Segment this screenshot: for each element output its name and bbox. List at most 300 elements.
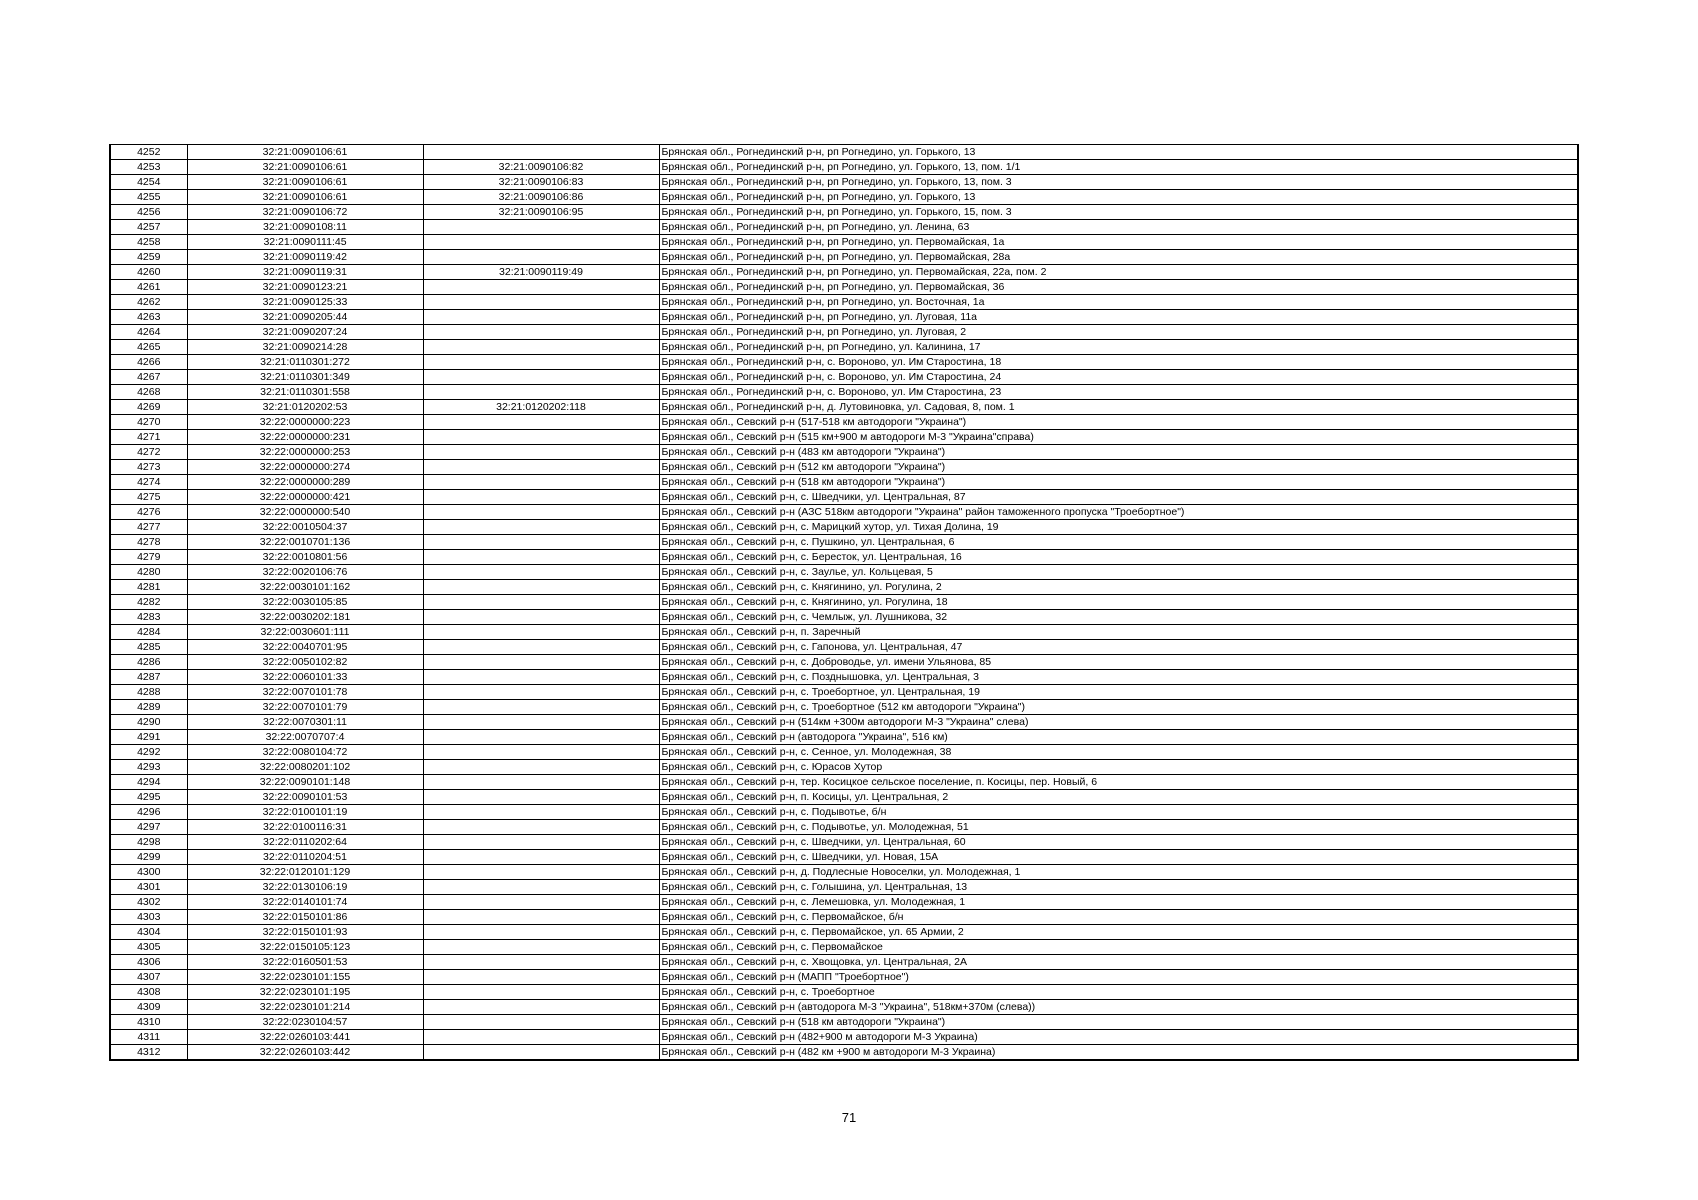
cadastral-number-cell: 32:21:0090123:21: [187, 280, 423, 295]
address-cell: Брянская обл., Севский р-н, с. Шведчики, ул. Центральная, 60: [659, 835, 1578, 850]
row-number-cell: 4279: [110, 550, 187, 565]
row-number-cell: 4264: [110, 325, 187, 340]
row-number-cell: 4252: [110, 145, 187, 160]
address-cell: Брянская обл., Рогнединский р-н, рп Рогнедино, ул. Восточная, 1а: [659, 295, 1578, 310]
address-cell: Брянская обл., Севский р-н, с. Сенное, ул. Молодежная, 38: [659, 745, 1578, 760]
cadastral-number-cell: 32:22:0090101:148: [187, 775, 423, 790]
row-number-cell: 4258: [110, 235, 187, 250]
sub-object-number-cell: [423, 490, 659, 505]
sub-object-number-cell: [423, 655, 659, 670]
sub-object-number-cell: [423, 910, 659, 925]
table-row: [110, 880, 1578, 895]
row-number-cell: 4301: [110, 880, 187, 895]
row-number-cell: 4310: [110, 1015, 187, 1030]
cadastral-number-cell: 32:22:0050102:82: [187, 655, 423, 670]
address-cell: Брянская обл., Севский р-н, с. Подывотье, ул. Молодежная, 51: [659, 820, 1578, 835]
table-row: [110, 820, 1578, 835]
row-number-cell: 4271: [110, 430, 187, 445]
address-cell: Брянская обл., Рогнединский р-н, рп Рогнедино, ул. Первомайская, 36: [659, 280, 1578, 295]
address-cell: Брянская обл., Севский р-н, с. Марицкий хутор, ул. Тихая Долина, 19: [659, 520, 1578, 535]
row-number-cell: 4291: [110, 730, 187, 745]
sub-object-number-cell: [423, 355, 659, 370]
table-row: [110, 325, 1578, 340]
address-cell: Брянская обл., Севский р-н, с. Доброводье, ул. имени Ульянова, 85: [659, 655, 1578, 670]
address-cell: Брянская обл., Севский р-н, с. Заулье, ул. Кольцевая, 5: [659, 565, 1578, 580]
address-cell: Брянская обл., Севский р-н (АЗС 518км автодороги "Украина" район таможенного пропуска "Троебортное"): [659, 505, 1578, 520]
row-number-cell: 4305: [110, 940, 187, 955]
address-cell: Брянская обл., Севский р-н, тер. Косицкое сельское поселение, п. Косицы, пер. Новый, 6: [659, 775, 1578, 790]
address-cell: Брянская обл., Севский р-н, с. Троебортное: [659, 985, 1578, 1000]
cadastral-number-cell: 32:22:0000000:253: [187, 445, 423, 460]
table-row: [110, 835, 1578, 850]
row-number-cell: 4286: [110, 655, 187, 670]
sub-object-number-cell: [423, 850, 659, 865]
cadastral-number-cell: 32:21:0090207:24: [187, 325, 423, 340]
sub-object-number-cell: [423, 325, 659, 340]
sub-object-number-cell: [423, 430, 659, 445]
row-number-cell: 4255: [110, 190, 187, 205]
sub-object-number-cell: [423, 475, 659, 490]
sub-object-number-cell: [423, 730, 659, 745]
address-cell: Брянская обл., Севский р-н, с. Голышина, ул. Центральная, 13: [659, 880, 1578, 895]
cadastral-number-cell: 32:22:0000000:274: [187, 460, 423, 475]
row-number-cell: 4306: [110, 955, 187, 970]
cadastral-number-cell: 32:22:0260103:441: [187, 1030, 423, 1045]
cadastral-number-cell: 32:22:0030105:85: [187, 595, 423, 610]
table-row: [110, 760, 1578, 775]
sub-object-number-cell: [423, 295, 659, 310]
address-cell: Брянская обл., Рогнединский р-н, рп Рогнедино, ул. Горького, 15, пом. 3: [659, 205, 1578, 220]
address-cell: Брянская обл., Рогнединский р-н, рп Рогнедино, ул. Первомайская, 1а: [659, 235, 1578, 250]
cadastral-number-cell: 32:22:0260103:442: [187, 1045, 423, 1061]
row-number-cell: 4302: [110, 895, 187, 910]
sub-object-number-cell: [423, 970, 659, 985]
table-row: [110, 715, 1578, 730]
address-cell: Брянская обл., Севский р-н, п. Заречный: [659, 625, 1578, 640]
row-number-cell: 4287: [110, 670, 187, 685]
sub-object-number-cell: 32:21:0120202:118: [423, 400, 659, 415]
address-cell: Брянская обл., Севский р-н (517-518 км автодороги "Украина"): [659, 415, 1578, 430]
sub-object-number-cell: [423, 1045, 659, 1061]
address-cell: Брянская обл., Севский р-н, с. Подывотье, б/н: [659, 805, 1578, 820]
cadastral-number-cell: 32:21:0090106:61: [187, 145, 423, 160]
cadastral-number-cell: 32:21:0090111:45: [187, 235, 423, 250]
row-number-cell: 4284: [110, 625, 187, 640]
row-number-cell: 4289: [110, 700, 187, 715]
row-number-cell: 4277: [110, 520, 187, 535]
row-number-cell: 4308: [110, 985, 187, 1000]
sub-object-number-cell: [423, 895, 659, 910]
sub-object-number-cell: [423, 805, 659, 820]
cadastral-number-cell: 32:21:0090125:33: [187, 295, 423, 310]
row-number-cell: 4266: [110, 355, 187, 370]
sub-object-number-cell: [423, 955, 659, 970]
row-number-cell: 4262: [110, 295, 187, 310]
table-row: [110, 610, 1578, 625]
cadastral-number-cell: 32:22:0010504:37: [187, 520, 423, 535]
address-cell: Брянская обл., Рогнединский р-н, рп Рогнедино, ул. Ленина, 63: [659, 220, 1578, 235]
cadastral-number-cell: 32:22:0000000:223: [187, 415, 423, 430]
sub-object-number-cell: [423, 250, 659, 265]
row-number-cell: 4274: [110, 475, 187, 490]
row-number-cell: 4307: [110, 970, 187, 985]
cadastral-number-cell: 32:22:0120101:129: [187, 865, 423, 880]
cadastral-number-cell: 32:22:0230101:195: [187, 985, 423, 1000]
table-row: [110, 955, 1578, 970]
row-number-cell: 4288: [110, 685, 187, 700]
address-cell: Брянская обл., Севский р-н, с. Позднышовка, ул. Центральная, 3: [659, 670, 1578, 685]
table-row: [110, 745, 1578, 760]
sub-object-number-cell: [423, 835, 659, 850]
address-cell: Брянская обл., Севский р-н, с. Первомайское, б/н: [659, 910, 1578, 925]
sub-object-number-cell: [423, 715, 659, 730]
sub-object-number-cell: [423, 610, 659, 625]
address-cell: Брянская обл., Севский р-н, с. Княгинино, ул. Рогулина, 2: [659, 580, 1578, 595]
table-row: [110, 265, 1578, 280]
table-row: [110, 685, 1578, 700]
row-number-cell: 4295: [110, 790, 187, 805]
sub-object-number-cell: [423, 940, 659, 955]
table-row: [110, 145, 1578, 160]
table-row: [110, 700, 1578, 715]
cadastral-number-cell: 32:21:0090119:42: [187, 250, 423, 265]
registry-table-body: [110, 145, 1578, 1061]
row-number-cell: 4257: [110, 220, 187, 235]
row-number-cell: 4256: [110, 205, 187, 220]
table-row: [110, 550, 1578, 565]
address-cell: Брянская обл., Севский р-н, с. Троебортное, ул. Центральная, 19: [659, 685, 1578, 700]
table-row: [110, 655, 1578, 670]
sub-object-number-cell: [423, 760, 659, 775]
cadastral-number-cell: 32:21:0110301:349: [187, 370, 423, 385]
cadastral-number-cell: 32:22:0160501:53: [187, 955, 423, 970]
address-cell: Брянская обл., Рогнединский р-н, с. Вороново, ул. Им Старостина, 18: [659, 355, 1578, 370]
address-cell: Брянская обл., Рогнединский р-н, рп Рогнедино, ул. Горького, 13: [659, 145, 1578, 160]
address-cell: Брянская обл., Севский р-н (514км +300м автодороги М-3 "Украина" слева): [659, 715, 1578, 730]
address-cell: Брянская обл., Рогнединский р-н, рп Рогнедино, ул. Калинина, 17: [659, 340, 1578, 355]
table-row: [110, 280, 1578, 295]
address-cell: Брянская обл., Севский р-н, п. Косицы, ул. Центральная, 2: [659, 790, 1578, 805]
cadastral-number-cell: 32:22:0150101:93: [187, 925, 423, 940]
sub-object-number-cell: [423, 775, 659, 790]
cadastral-number-cell: 32:22:0140101:74: [187, 895, 423, 910]
sub-object-number-cell: [423, 220, 659, 235]
address-cell: Брянская обл., Севский р-н, с. Гапонова, ул. Центральная, 47: [659, 640, 1578, 655]
table-row: [110, 940, 1578, 955]
cadastral-number-cell: 32:21:0110301:558: [187, 385, 423, 400]
row-number-cell: 4261: [110, 280, 187, 295]
address-cell: Брянская обл., Рогнединский р-н, д. Лутовиновка, ул. Садовая, 8, пом. 1: [659, 400, 1578, 415]
row-number-cell: 4276: [110, 505, 187, 520]
row-number-cell: 4260: [110, 265, 187, 280]
sub-object-number-cell: [423, 565, 659, 580]
cadastral-number-cell: 32:22:0090101:53: [187, 790, 423, 805]
sub-object-number-cell: [423, 925, 659, 940]
row-number-cell: 4280: [110, 565, 187, 580]
table-row: [110, 430, 1578, 445]
row-number-cell: 4303: [110, 910, 187, 925]
table-row: [110, 445, 1578, 460]
table-row: [110, 580, 1578, 595]
row-number-cell: 4267: [110, 370, 187, 385]
address-cell: Брянская обл., Рогнединский р-н, с. Вороново, ул. Им Старостина, 23: [659, 385, 1578, 400]
sub-object-number-cell: [423, 820, 659, 835]
cadastral-number-cell: 32:21:0090119:31: [187, 265, 423, 280]
table-row: [110, 310, 1578, 325]
row-number-cell: 4275: [110, 490, 187, 505]
row-number-cell: 4253: [110, 160, 187, 175]
table-row: [110, 415, 1578, 430]
sub-object-number-cell: [423, 745, 659, 760]
row-number-cell: 4281: [110, 580, 187, 595]
row-number-cell: 4290: [110, 715, 187, 730]
address-cell: Брянская обл., Севский р-н (482 км +900 м автодороги М-3 Украина): [659, 1045, 1578, 1061]
table-row: [110, 1030, 1578, 1045]
row-number-cell: 4299: [110, 850, 187, 865]
table-row: [110, 790, 1578, 805]
cadastral-number-cell: 32:22:0030202:181: [187, 610, 423, 625]
table-row: [110, 400, 1578, 415]
cadastral-number-cell: 32:22:0230101:214: [187, 1000, 423, 1015]
cadastral-number-cell: 32:22:0070707:4: [187, 730, 423, 745]
address-cell: Брянская обл., Севский р-н (512 км автодороги "Украина"): [659, 460, 1578, 475]
table-row: [110, 295, 1578, 310]
cadastral-number-cell: 32:22:0030601:111: [187, 625, 423, 640]
table-row: [110, 1045, 1578, 1061]
address-cell: Брянская обл., Севский р-н, с. Бересток, ул. Центральная, 16: [659, 550, 1578, 565]
table-row: [110, 775, 1578, 790]
address-cell: Брянская обл., Севский р-н (482+900 м автодороги М-3 Украина): [659, 1030, 1578, 1045]
registry-table: [109, 144, 1579, 1061]
cadastral-number-cell: 32:21:0110301:272: [187, 355, 423, 370]
row-number-cell: 4283: [110, 610, 187, 625]
address-cell: Брянская обл., Севский р-н, с. Шведчики, ул. Новая, 15А: [659, 850, 1578, 865]
cadastral-number-cell: 32:22:0030101:162: [187, 580, 423, 595]
address-cell: Брянская обл., Севский р-н (автодорога М-3 "Украина", 518км+370м (слева)): [659, 1000, 1578, 1015]
sub-object-number-cell: [423, 415, 659, 430]
sub-object-number-cell: [423, 145, 659, 160]
sub-object-number-cell: 32:21:0090106:95: [423, 205, 659, 220]
cadastral-number-cell: 32:22:0010701:136: [187, 535, 423, 550]
row-number-cell: 4265: [110, 340, 187, 355]
cadastral-number-cell: 32:21:0090106:72: [187, 205, 423, 220]
row-number-cell: 4272: [110, 445, 187, 460]
table-row: [110, 985, 1578, 1000]
table-row: [110, 235, 1578, 250]
row-number-cell: 4304: [110, 925, 187, 940]
cadastral-number-cell: 32:22:0230104:57: [187, 1015, 423, 1030]
cadastral-number-cell: 32:21:0090106:61: [187, 190, 423, 205]
table-row: [110, 595, 1578, 610]
table-row: [110, 625, 1578, 640]
row-number-cell: 4311: [110, 1030, 187, 1045]
address-cell: Брянская обл., Рогнединский р-н, рп Рогнедино, ул. Первомайская, 22а, пом. 2: [659, 265, 1578, 280]
sub-object-number-cell: [423, 310, 659, 325]
cadastral-number-cell: 32:22:0110204:51: [187, 850, 423, 865]
sub-object-number-cell: 32:21:0090106:82: [423, 160, 659, 175]
table-row: [110, 640, 1578, 655]
sub-object-number-cell: 32:21:0090106:86: [423, 190, 659, 205]
address-cell: Брянская обл., Рогнединский р-н, рп Рогнедино, ул. Горького, 13, пом. 1/1: [659, 160, 1578, 175]
cadastral-number-cell: 32:22:0000000:289: [187, 475, 423, 490]
table-row: [110, 670, 1578, 685]
address-cell: Брянская обл., Севский р-н (автодорога "Украина", 516 км): [659, 730, 1578, 745]
table-row: [110, 910, 1578, 925]
address-cell: Брянская обл., Рогнединский р-н, рп Рогнедино, ул. Горького, 13, пом. 3: [659, 175, 1578, 190]
address-cell: Брянская обл., Севский р-н, д. Подлесные Новоселки, ул. Молодежная, 1: [659, 865, 1578, 880]
table-row: [110, 805, 1578, 820]
sub-object-number-cell: [423, 340, 659, 355]
row-number-cell: 4254: [110, 175, 187, 190]
row-number-cell: 4298: [110, 835, 187, 850]
cadastral-number-cell: 32:22:0130106:19: [187, 880, 423, 895]
address-cell: Брянская обл., Севский р-н (515 км+900 м автодороги М-3 "Украина"справа): [659, 430, 1578, 445]
table-row: [110, 250, 1578, 265]
row-number-cell: 4292: [110, 745, 187, 760]
table-row: [110, 850, 1578, 865]
table-row: [110, 970, 1578, 985]
sub-object-number-cell: [423, 985, 659, 1000]
sub-object-number-cell: [423, 235, 659, 250]
table-row: [110, 1015, 1578, 1030]
row-number-cell: 4297: [110, 820, 187, 835]
address-cell: Брянская обл., Севский р-н, с. Лемешовка, ул. Молодежная, 1: [659, 895, 1578, 910]
address-cell: Брянская обл., Севский р-н, с. Первомайское: [659, 940, 1578, 955]
address-cell: Брянская обл., Севский р-н (518 км автодороги "Украина"): [659, 1015, 1578, 1030]
cadastral-number-cell: 32:22:0010801:56: [187, 550, 423, 565]
cadastral-number-cell: 32:21:0090106:61: [187, 175, 423, 190]
cadastral-number-cell: 32:21:0090108:11: [187, 220, 423, 235]
row-number-cell: 4293: [110, 760, 187, 775]
address-cell: Брянская обл., Рогнединский р-н, рп Рогнедино, ул. Первомайская, 28а: [659, 250, 1578, 265]
table-row: [110, 340, 1578, 355]
table-row: [110, 355, 1578, 370]
row-number-cell: 4269: [110, 400, 187, 415]
row-number-cell: 4300: [110, 865, 187, 880]
sub-object-number-cell: [423, 550, 659, 565]
table-row: [110, 175, 1578, 190]
table-row: [110, 865, 1578, 880]
row-number-cell: 4263: [110, 310, 187, 325]
table-row: [110, 220, 1578, 235]
table-row: [110, 160, 1578, 175]
address-cell: Брянская обл., Севский р-н, с. Юрасов Хутор: [659, 760, 1578, 775]
address-cell: Брянская обл., Севский р-н (МАПП "Троебортное"): [659, 970, 1578, 985]
cadastral-number-cell: 32:22:0000000:231: [187, 430, 423, 445]
table-row: [110, 565, 1578, 580]
cadastral-number-cell: 32:22:0100116:31: [187, 820, 423, 835]
table-row: [110, 385, 1578, 400]
cadastral-number-cell: 32:22:0020106:76: [187, 565, 423, 580]
table-row: [110, 190, 1578, 205]
cadastral-number-cell: 32:22:0000000:540: [187, 505, 423, 520]
table-row: [110, 370, 1578, 385]
cadastral-number-cell: 32:22:0040701:95: [187, 640, 423, 655]
cadastral-number-cell: 32:22:0070101:79: [187, 700, 423, 715]
table-row: [110, 475, 1578, 490]
address-cell: Брянская обл., Рогнединский р-н, рп Рогнедино, ул. Луговая, 2: [659, 325, 1578, 340]
table-row: [110, 490, 1578, 505]
cadastral-number-cell: 32:22:0150101:86: [187, 910, 423, 925]
cadastral-number-cell: 32:22:0060101:33: [187, 670, 423, 685]
cadastral-number-cell: 32:22:0080201:102: [187, 760, 423, 775]
cadastral-number-cell: 32:21:0090205:44: [187, 310, 423, 325]
cadastral-number-cell: 32:22:0100101:19: [187, 805, 423, 820]
table-row: [110, 520, 1578, 535]
row-number-cell: 4294: [110, 775, 187, 790]
address-cell: Брянская обл., Севский р-н, с. Пушкино, ул. Центральная, 6: [659, 535, 1578, 550]
sub-object-number-cell: [423, 535, 659, 550]
row-number-cell: 4273: [110, 460, 187, 475]
row-number-cell: 4259: [110, 250, 187, 265]
sub-object-number-cell: [423, 460, 659, 475]
sub-object-number-cell: [423, 505, 659, 520]
sub-object-number-cell: [423, 700, 659, 715]
sub-object-number-cell: [423, 625, 659, 640]
cadastral-number-cell: 32:22:0230101:155: [187, 970, 423, 985]
sub-object-number-cell: [423, 685, 659, 700]
table-row: [110, 895, 1578, 910]
cadastral-number-cell: 32:22:0110202:64: [187, 835, 423, 850]
cadastral-number-cell: 32:22:0000000:421: [187, 490, 423, 505]
row-number-cell: 4270: [110, 415, 187, 430]
address-cell: Брянская обл., Рогнединский р-н, рп Рогнедино, ул. Горького, 13: [659, 190, 1578, 205]
row-number-cell: 4282: [110, 595, 187, 610]
address-cell: Брянская обл., Севский р-н, с. Хвощовка, ул. Центральная, 2А: [659, 955, 1578, 970]
address-cell: Брянская обл., Севский р-н, с. Шведчики, ул. Центральная, 87: [659, 490, 1578, 505]
table-row: [110, 925, 1578, 940]
sub-object-number-cell: [423, 520, 659, 535]
sub-object-number-cell: [423, 1000, 659, 1015]
row-number-cell: 4296: [110, 805, 187, 820]
table-row: [110, 505, 1578, 520]
row-number-cell: 4285: [110, 640, 187, 655]
table-row: [110, 1000, 1578, 1015]
table-row: [110, 460, 1578, 475]
cadastral-number-cell: 32:22:0150105:123: [187, 940, 423, 955]
row-number-cell: 4312: [110, 1045, 187, 1061]
row-number-cell: 4268: [110, 385, 187, 400]
address-cell: Брянская обл., Рогнединский р-н, с. Вороново, ул. Им Старостина, 24: [659, 370, 1578, 385]
table-row: [110, 730, 1578, 745]
sub-object-number-cell: [423, 445, 659, 460]
sub-object-number-cell: [423, 1015, 659, 1030]
sub-object-number-cell: [423, 640, 659, 655]
sub-object-number-cell: [423, 580, 659, 595]
sub-object-number-cell: [423, 595, 659, 610]
address-cell: Брянская обл., Севский р-н (483 км автодороги "Украина"): [659, 445, 1578, 460]
sub-object-number-cell: [423, 880, 659, 895]
sub-object-number-cell: 32:21:0090106:83: [423, 175, 659, 190]
cadastral-number-cell: 32:21:0090106:61: [187, 160, 423, 175]
cadastral-number-cell: 32:22:0080104:72: [187, 745, 423, 760]
page-number: 71: [841, 1110, 857, 1125]
table-row: [110, 535, 1578, 550]
address-cell: Брянская обл., Севский р-н, с. Первомайское, ул. 65 Армии, 2: [659, 925, 1578, 940]
row-number-cell: 4309: [110, 1000, 187, 1015]
sub-object-number-cell: [423, 1030, 659, 1045]
row-number-cell: 4278: [110, 535, 187, 550]
sub-object-number-cell: 32:21:0090119:49: [423, 265, 659, 280]
address-cell: Брянская обл., Севский р-н, с. Троебортное (512 км автодороги "Украина"): [659, 700, 1578, 715]
sub-object-number-cell: [423, 370, 659, 385]
cadastral-number-cell: 32:21:0090214:28: [187, 340, 423, 355]
address-cell: Брянская обл., Севский р-н, с. Чемлыж, ул. Лушникова, 32: [659, 610, 1578, 625]
address-cell: Брянская обл., Рогнединский р-н, рп Рогнедино, ул. Луговая, 11а: [659, 310, 1578, 325]
cadastral-number-cell: 32:22:0070101:78: [187, 685, 423, 700]
sub-object-number-cell: [423, 670, 659, 685]
sub-object-number-cell: [423, 790, 659, 805]
